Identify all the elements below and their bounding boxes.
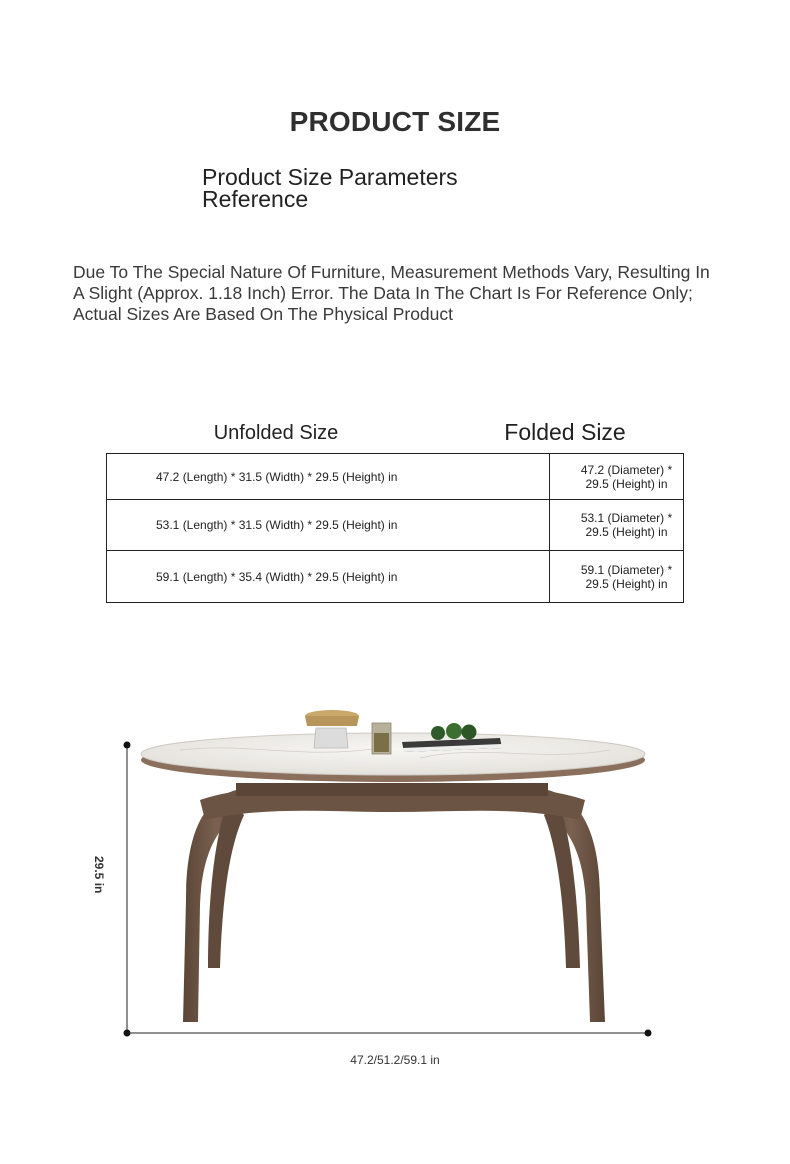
marble-tabletop (141, 733, 645, 782)
height-dimension-line (124, 742, 131, 1037)
unfolded-size-cell: 53.1 (Length) * 31.5 (Width) * 29.5 (Height) in (107, 500, 550, 551)
measurement-disclaimer: Due To The Special Nature Of Furniture, Measurement Methods Vary, Resulting In A Slight (Approx. 1.18 Inch) Error. The Data In The Chart Is For Reference Only; Actual Sizes Are Based On The Physical Product (73, 262, 710, 324)
page-title: PRODUCT SIZE (289, 106, 501, 137)
subtitle-line-2: Reference (202, 186, 309, 212)
subtitle-line-1: Product Size Parameters (202, 164, 458, 190)
folded-size-cell: 47.2 (Diameter) * 29.5 (Height) in (550, 454, 684, 500)
unfolded-size-cell: 47.2 (Length) * 31.5 (Width) * 29.5 (Height) in (107, 454, 550, 500)
folded-size-cell: 59.1 (Diameter) * 29.5 (Height) in (550, 551, 684, 603)
width-dimension-line (127, 1030, 652, 1037)
glass-cup-decor (372, 723, 391, 754)
folded-size-header: Folded Size (504, 419, 626, 445)
unfolded-size-header: Unfolded Size (213, 422, 339, 444)
table-legs (183, 783, 605, 1022)
width-dimension-label: 47.2/51.2/59.1 in (350, 1053, 440, 1067)
folded-size-cell: 53.1 (Diameter) * 29.5 (Height) in (550, 500, 684, 551)
unfolded-size-cell: 59.1 (Length) * 35.4 (Width) * 29.5 (Height) in (107, 551, 550, 603)
height-dimension-label: 29.5 in (92, 856, 106, 894)
